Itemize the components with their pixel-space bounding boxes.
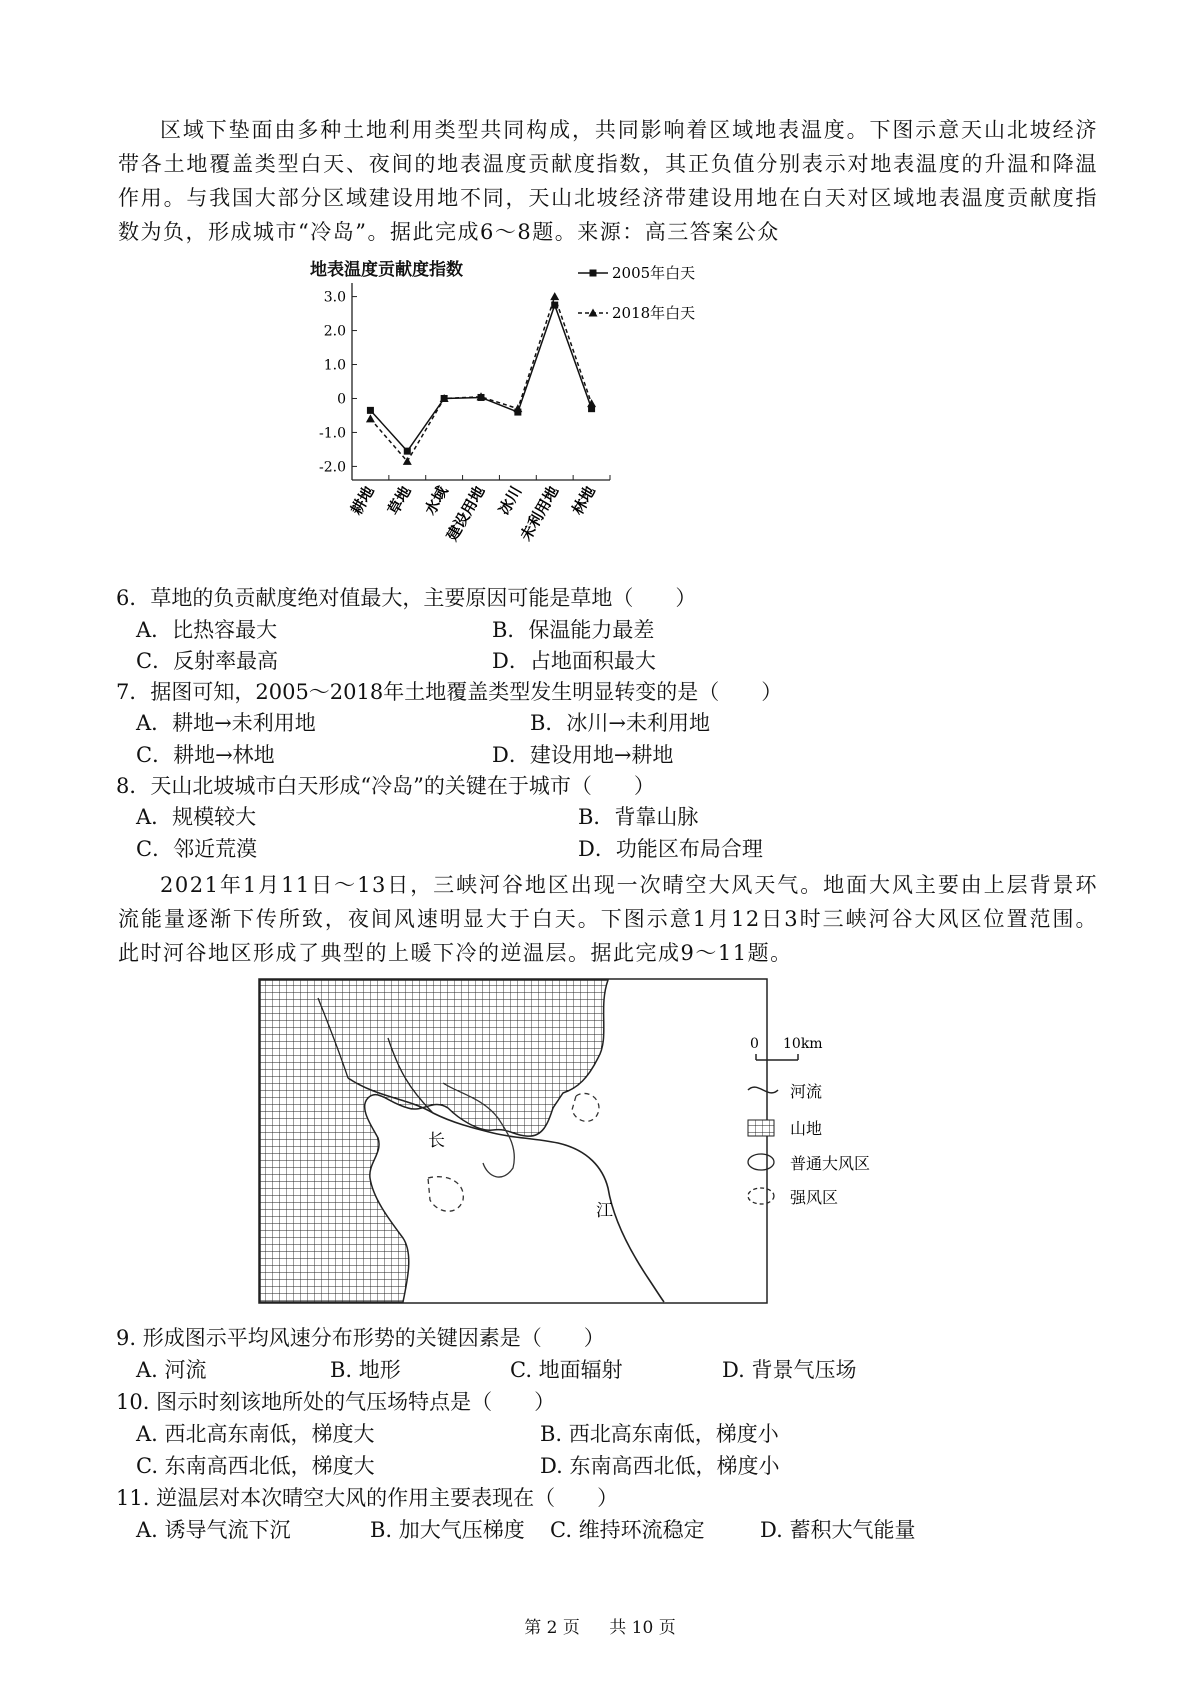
q11-option-a: A. 诱导气流下沉 [136, 1518, 291, 1542]
data-point [366, 414, 375, 422]
legend-marker [590, 270, 597, 277]
q8-option-a: A．规模较大 [136, 805, 257, 829]
river-char-1: 长 [428, 1131, 445, 1151]
legend-marker [589, 309, 598, 317]
x-tick-label: 耕地 [347, 483, 378, 518]
y-tick-label: -2.0 [319, 459, 346, 476]
scale-label: 10km [783, 1036, 823, 1052]
y-tick-label: -1.0 [319, 425, 346, 442]
legend-river: 河流 [790, 1082, 823, 1101]
scale-zero: 0 [750, 1036, 759, 1052]
q10-option-d: D. 东南高西北低，梯度小 [540, 1454, 780, 1478]
three-gorges-map [258, 978, 938, 1304]
q8-option-c: C．邻近荒漠 [136, 837, 258, 861]
q6-option-b: B．保温能力最差 [492, 618, 655, 642]
q9-option-d: D. 背景气压场 [722, 1358, 857, 1382]
q9-option-c: C. 地面辐射 [510, 1358, 623, 1382]
y-tick-label: 0 [337, 391, 346, 408]
q7-option-a: A．耕地→未利用地 [136, 711, 316, 735]
series-line-1 [370, 305, 591, 451]
q6-option-d: D．占地面积最大 [492, 649, 656, 673]
question-11: 11. 逆温层对本次晴空大风的作用主要表现在（ ） [116, 1486, 619, 1510]
question-6: 6．草地的负贡献度绝对值最大，主要原因可能是草地（ ） [116, 586, 697, 610]
q7-option-b: B．冰川→未利用地 [530, 711, 711, 735]
page-total: 共 10 页 [609, 1618, 676, 1638]
y-tick-label: 1.0 [323, 357, 346, 374]
temperature-contribution-chart [310, 255, 770, 585]
y-tick-label: 2.0 [323, 323, 346, 340]
q7-option-c: C．耕地→林地 [136, 743, 275, 767]
x-tick-label: 未利用地 [516, 483, 563, 544]
q7-option-d: D．建设用地→耕地 [492, 743, 674, 767]
question-9: 9. 形成图示平均风速分布形势的关键因素是（ ） [116, 1326, 605, 1350]
passage-2: 2021年1月11日～13日，三峡河谷地区出现一次晴空大风天气。地面大风主要由上层背景环流能量逐渐下传所致，夜间风速明显大于白天。下图示意1月12日3时三峡河谷大风区位置范围。此时河谷地区形成了典型的上暖下冷的逆温层。据此完成9～11题。 [118, 873, 1098, 965]
x-tick-label: 林地 [568, 483, 600, 518]
data-point [550, 292, 559, 300]
question-8: 8．天山北坡城市白天形成“冷岛”的关键在于城市（ ） [116, 774, 655, 798]
legend-label-1: 2005年白天 [612, 264, 696, 282]
x-tick-label: 建设用地 [442, 483, 489, 544]
question-10: 10. 图示时刻该地所处的气压场特点是（ ） [116, 1390, 556, 1414]
data-point [367, 407, 374, 414]
q11-option-b: B. 加大气压梯度 [370, 1518, 525, 1542]
legend-normal-gale: 普通大风区 [790, 1154, 871, 1173]
river-char-2: 江 [596, 1201, 613, 1221]
q9-option-a: A. 河流 [136, 1358, 207, 1382]
q6-option-c: C．反射率最高 [136, 649, 279, 673]
passage-1: 区域下垫面由多种土地利用类型共同构成，共同影响着区域地表温度。下图示意天山北坡经济带各土地覆盖类型白天、夜间的地表温度贡献度指数，其正负值分别表示对地表温度的升温和降温作用。与我国大部分区域建设用地不同，天山北坡经济带建设用地在白天对区域地表温度贡献度指数为负，形成城市“冷岛”。据此完成6～8题。来源：高三答案公众 [118, 118, 1098, 244]
x-tick-label: 水域 [421, 483, 452, 518]
chart-canvas [310, 255, 770, 585]
chart-title: 地表温度贡献度指数 [310, 260, 463, 280]
legend-mountain-symbol [748, 1120, 774, 1136]
data-point [513, 404, 522, 412]
q10-option-b: B. 西北高东南低，梯度小 [540, 1422, 779, 1446]
q10-option-c: C. 东南高西北低，梯度大 [136, 1454, 375, 1478]
series-line-2 [370, 297, 591, 462]
q6-option-a: A．比热容最大 [136, 618, 278, 642]
q9-option-b: B. 地形 [330, 1358, 401, 1382]
legend-strong-wind: 强风区 [790, 1188, 839, 1207]
x-tick-label: 冰川 [494, 483, 526, 518]
q11-option-c: C. 维持环流稳定 [550, 1518, 705, 1542]
page-number: 第 2 页 [524, 1618, 580, 1638]
q8-option-d: D．功能区布局合理 [578, 837, 763, 861]
q11-option-d: D. 蓄积大气能量 [760, 1518, 916, 1542]
legend-mountain: 山地 [790, 1119, 823, 1138]
page-footer [0, 1613, 1200, 1638]
q10-option-a: A. 西北高东南低，梯度大 [136, 1422, 375, 1446]
data-point [404, 448, 411, 455]
y-tick-label: 3.0 [323, 289, 346, 306]
map-canvas [258, 978, 938, 1304]
question-7: 7．据图可知，2005～2018年土地覆盖类型发生明显转变的是（ ） [116, 680, 783, 704]
legend-label-2: 2018年白天 [612, 304, 696, 322]
q8-option-b: B．背靠山脉 [578, 805, 699, 829]
x-tick-label: 草地 [384, 483, 415, 518]
